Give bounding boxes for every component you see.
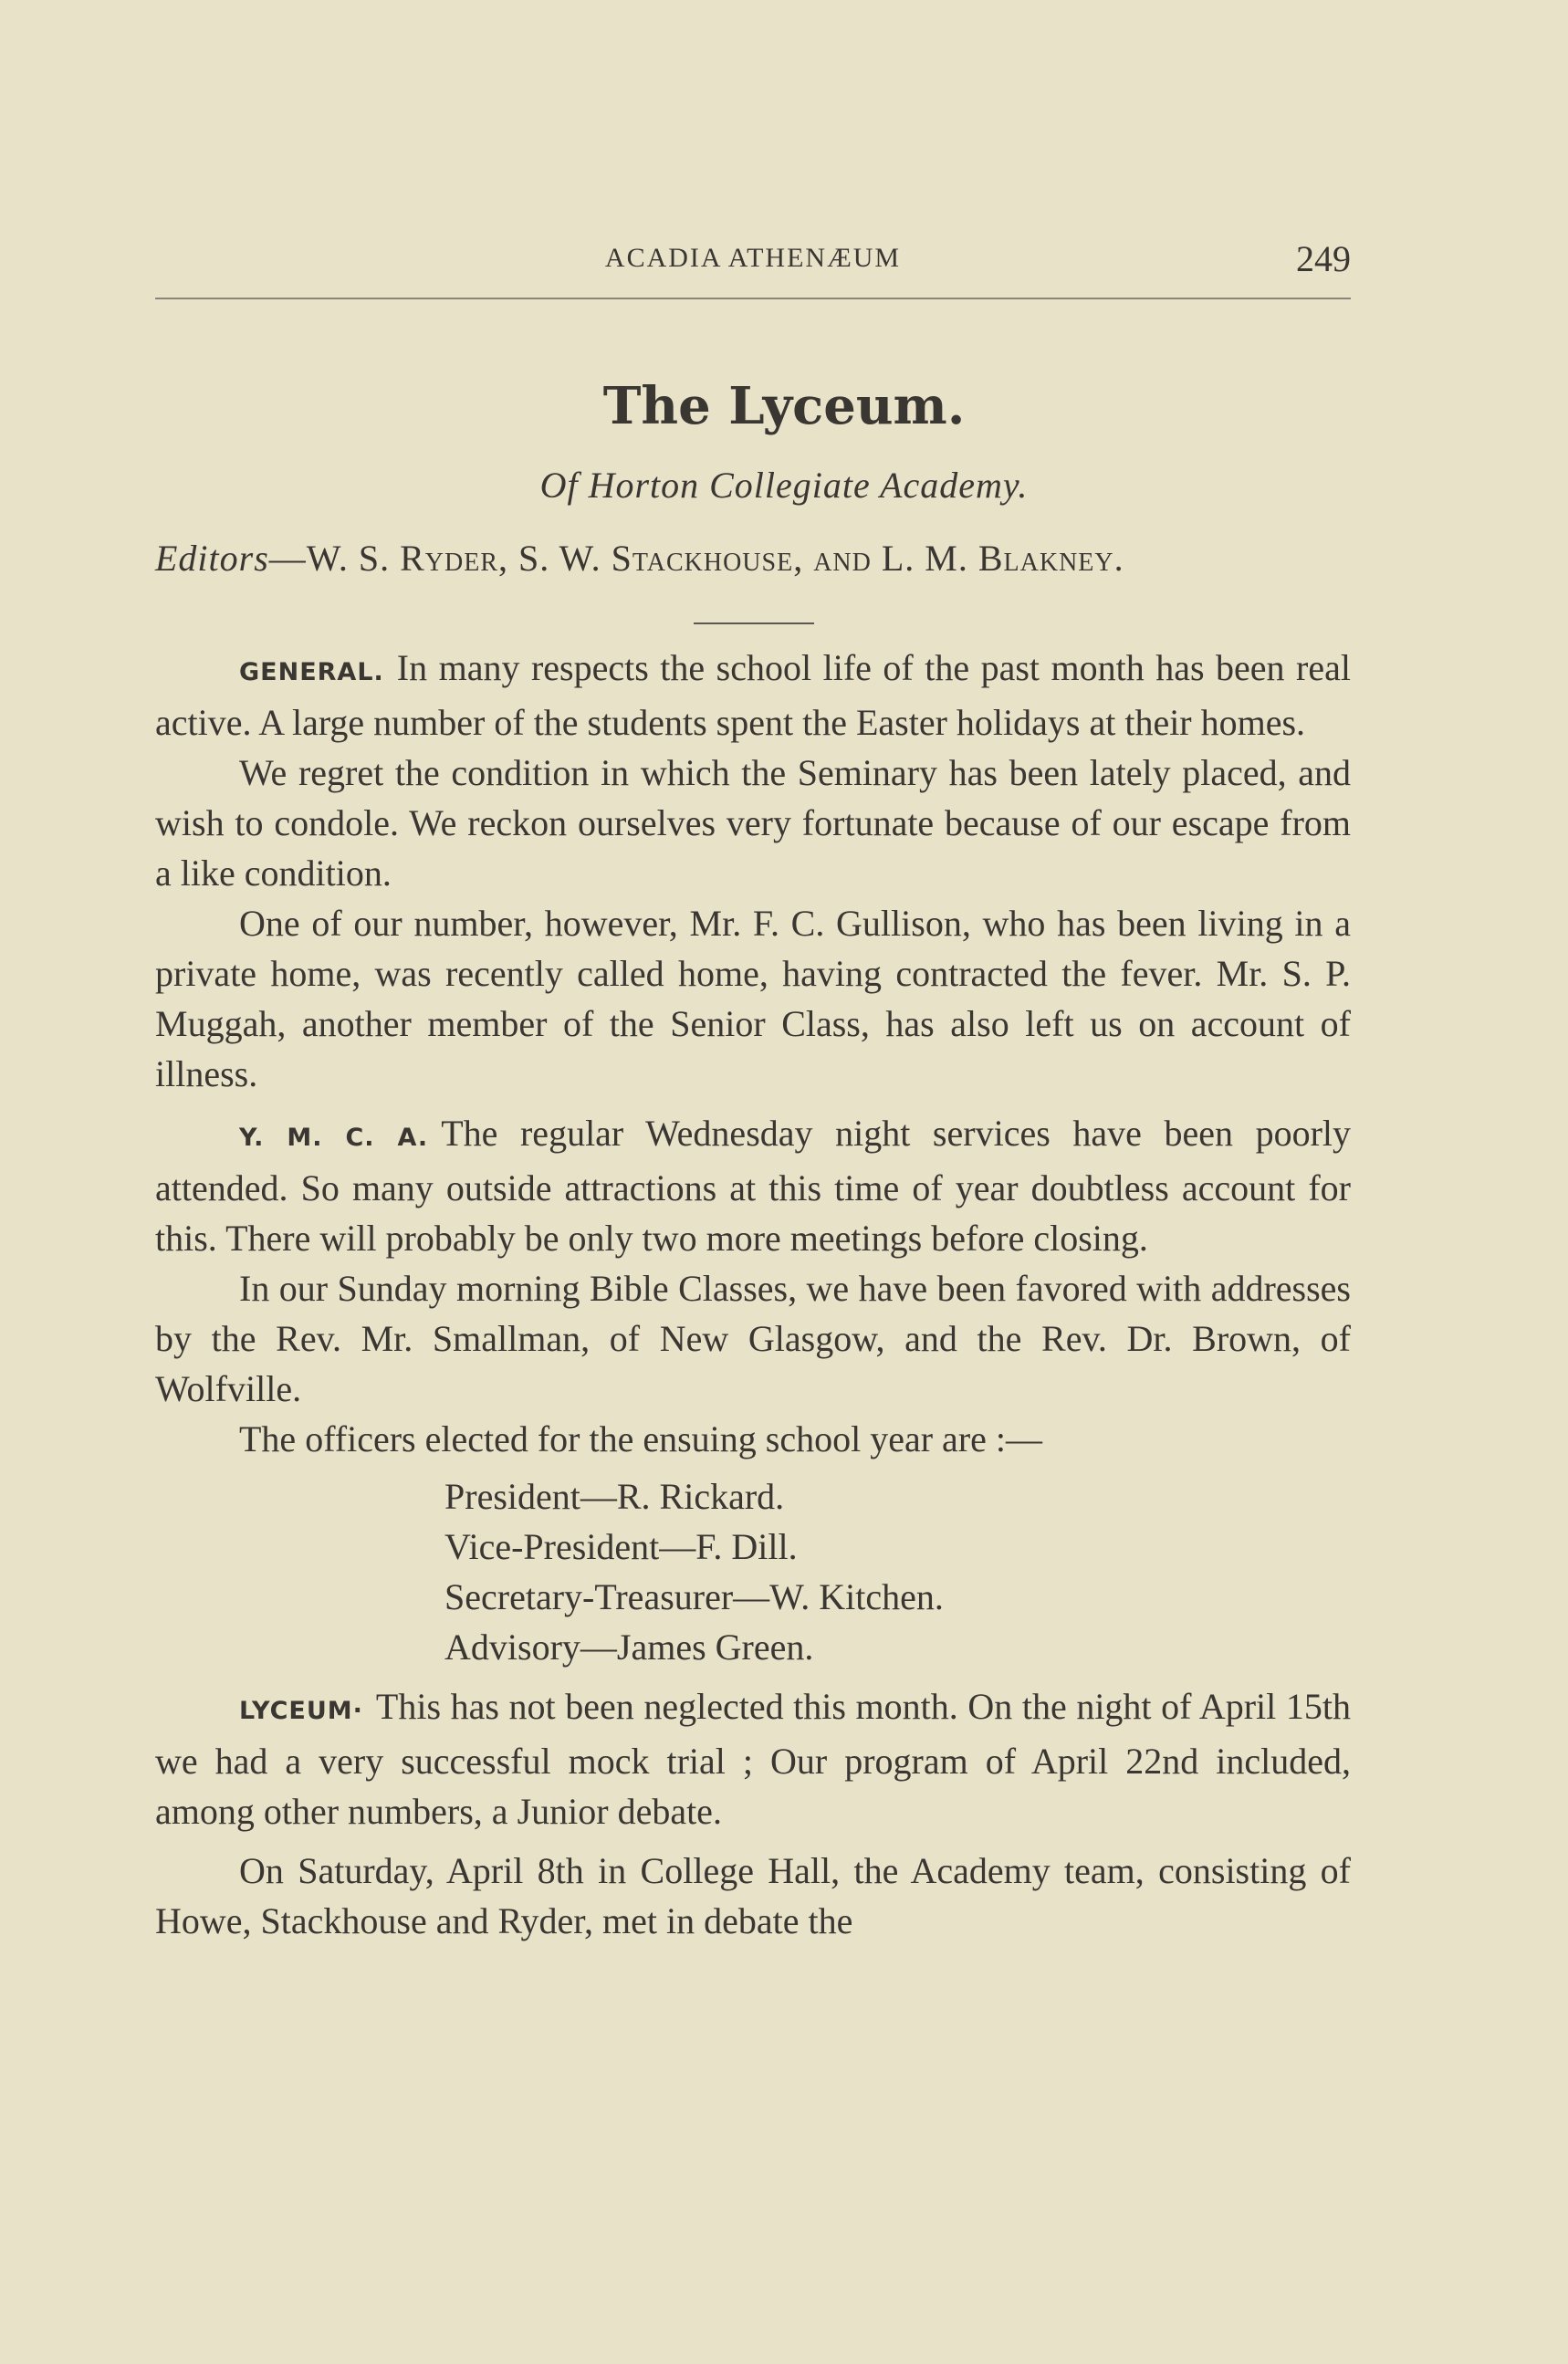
officer-president: President—R. Rickard. (444, 1476, 785, 1517)
ymca-paragraph-2: In our Sunday morning Bible Classes, we have been favored with addresses by the Rev. Mr. Smallman, of New Glasgow, and the Rev. Dr. Brown, of Wolfville. (155, 1268, 1351, 1409)
editors-sep: — (268, 538, 307, 579)
officer-vice-president: Vice-President—F. Dill. (444, 1526, 798, 1567)
ymca-paragraph-3: The officers elected for the ensuing school year are :— (239, 1418, 1042, 1459)
running-head (155, 239, 1351, 285)
section-divider (694, 622, 814, 624)
lyceum-paragraph-2: On Saturday, April 8th in College Hall, the Academy team, consisting of Howe, Stackhouse and Ryder, met in debate the (155, 1850, 1351, 1941)
article-subtitle: Of Horton Collegiate Academy. (539, 465, 1029, 506)
lyceum-heading: LYCEUM· (239, 1697, 363, 1725)
article-title: The Lyceum. (602, 376, 966, 436)
lyceum-text-1: This has not been neglected this month. On the night of April 15th we had a very successful mock trial ; Our program of April 22nd included, among other numbers, a Junior debate. (155, 1686, 1351, 1832)
officer-advisory: Advisory—James Green. (444, 1627, 814, 1668)
editors-names: W. S. Ryder, S. W. Stackhouse, and L. M. Blakney. (306, 538, 1124, 579)
ymca-heading: Y. M. C. A. (239, 1124, 429, 1152)
general-paragraph-3: One of our number, however, Mr. F. C. Gullison, who has been living in a private home, was recently called home, having contracted the fever. Mr. S. P. Muggah, another member of the Senior Class, has also left us on account of illness. (155, 903, 1351, 1094)
page-number: 249 (1296, 238, 1351, 279)
general-text-1: In many respects the school life of the past month has been real active. A large number of the students spent the Easter holidays at their homes. (155, 647, 1351, 743)
officer-secretary-treasurer: Secretary-Treasurer—W. Kitchen. (444, 1576, 944, 1617)
header-rule (155, 298, 1351, 299)
editors-label: Editors (155, 538, 269, 579)
ymca-text-1: The regular Wednesday night services have been poorly attended. So many outside attractions at this time of year doubtless account for this. There will probably be only two more meetings before closing. (155, 1113, 1352, 1259)
general-paragraph-2: We regret the condition in which the Seminary has been lately placed, and wish to condole. We reckon ourselves very fortunate because of our escape from a like condition. (155, 752, 1351, 894)
general-paragraph-1 (155, 643, 1351, 748)
lyceum-paragraph-1 (155, 1681, 1351, 1836)
editors-line (155, 537, 1351, 580)
ymca-paragraph-1 (155, 1108, 1351, 1263)
article-body (155, 643, 1351, 1946)
general-heading: GENERAL. (239, 658, 384, 686)
officers-list (444, 1471, 1351, 1672)
running-head-title: ACADIA ATHENÆUM (604, 243, 902, 273)
